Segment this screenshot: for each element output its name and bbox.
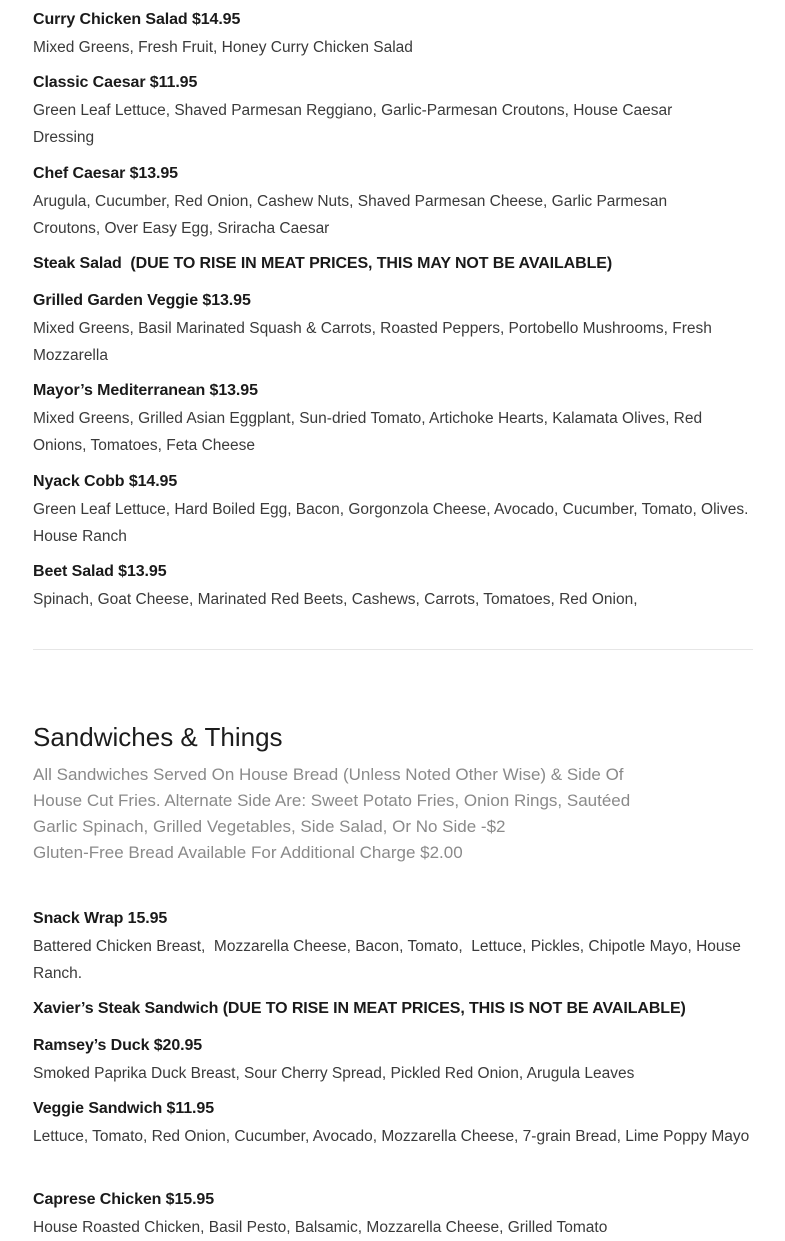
item-title: Veggie Sandwich $11.95: [33, 1100, 215, 1117]
item-description: Mixed Greens, Grilled Asian Eggplant, Sun-dried Tomato, Artichoke Hearts, Kalamata Olives, Red Onions, Tomatoes, Feta Cheese: [33, 410, 703, 454]
item-title: Mayor’s Mediterranean $13.95: [33, 382, 258, 399]
section-divider: [33, 649, 753, 650]
intro-line: Garlic Spinach, Grilled Vegetables, Side Salad, Or No Side -$2: [33, 817, 506, 836]
item-description: Smoked Paprika Duck Breast, Sour Cherry Spread, Pickled Red Onion, Arugula Leaves: [33, 1065, 635, 1082]
item-title: Classic Caesar $11.95: [33, 74, 198, 91]
intro-line: All Sandwiches Served On House Bread (Unless Noted Other Wise) & Side Of: [33, 765, 624, 784]
menu-item: [33, 1099, 755, 1150]
menu-item: [33, 909, 755, 987]
item-title: Ramsey’s Duck $20.95: [33, 1037, 203, 1054]
item-description: Lettuce, Tomato, Red Onion, Cucumber, Avocado, Mozzarella Cheese, 7-grain Bread, Lime Poppy Mayo: [33, 1128, 750, 1145]
menu-item: [33, 10, 755, 61]
menu-item: [33, 562, 755, 613]
item-description: Green Leaf Lettuce, Hard Boiled Egg, Bacon, Gorgonzola Cheese, Avocado, Cucumber, Tomato, Olives. House Ranch: [33, 501, 749, 545]
menu-item: [33, 73, 755, 151]
item-description: House Roasted Chicken, Basil Pesto, Balsamic, Mozzarella Cheese, Grilled Tomato: [33, 1219, 608, 1236]
menu-item: [33, 291, 755, 369]
menu-item: [33, 472, 755, 550]
menu-item: [33, 999, 755, 1019]
item-description: Mixed Greens, Basil Marinated Squash & Carrots, Roasted Peppers, Portobello Mushrooms, Fresh Mozzarella: [33, 320, 712, 364]
item-description: Battered Chicken Breast, Mozzarella Cheese, Bacon, Tomato, Lettuce, Pickles, Chipotle Mayo, House Ranch.: [33, 938, 746, 982]
menu-item: [33, 1036, 755, 1087]
item-description: Mixed Greens, Fresh Fruit, Honey Curry Chicken Salad: [33, 39, 413, 56]
item-title: Chef Caesar $13.95: [33, 165, 178, 182]
item-title: Beet Salad $13.95: [33, 563, 167, 580]
menu-item: [33, 164, 755, 242]
item-title: Nyack Cobb $14.95: [33, 473, 178, 490]
section-heading: Sandwiches & Things: [33, 722, 283, 752]
item-title: Caprese Chicken $15.95: [33, 1191, 215, 1208]
menu-item: [33, 254, 755, 274]
item-title: Curry Chicken Salad $14.95: [33, 11, 241, 28]
menu-item: [33, 1190, 755, 1236]
item-title: Snack Wrap 15.95: [33, 910, 168, 927]
item-title: Grilled Garden Veggie $13.95: [33, 292, 251, 309]
menu-item: [33, 381, 755, 459]
item-description: Spinach, Goat Cheese, Marinated Red Beets, Cashews, Carrots, Tomatoes, Red Onion,: [33, 591, 638, 608]
item-description: Arugula, Cucumber, Red Onion, Cashew Nuts, Shaved Parmesan Cheese, Garlic Parmesan Croutons, Over Easy Egg, Sriracha Caesar: [33, 193, 668, 237]
intro-line: Gluten-Free Bread Available For Additional Charge $2.00: [33, 843, 463, 862]
section-intro: [33, 762, 693, 866]
intro-line: House Cut Fries. Alternate Side Are: Sweet Potato Fries, Onion Rings, Sautéed: [33, 791, 631, 810]
item-description: Green Leaf Lettuce, Shaved Parmesan Reggiano, Garlic-Parmesan Croutons, House Caesar Dressing: [33, 102, 673, 146]
item-title: Xavier’s Steak Sandwich (DUE TO RISE IN MEAT PRICES, THIS IS NOT BE AVAILABLE): [33, 1000, 686, 1017]
item-title: Steak Salad (DUE TO RISE IN MEAT PRICES, THIS MAY NOT BE AVAILABLE): [33, 255, 613, 272]
